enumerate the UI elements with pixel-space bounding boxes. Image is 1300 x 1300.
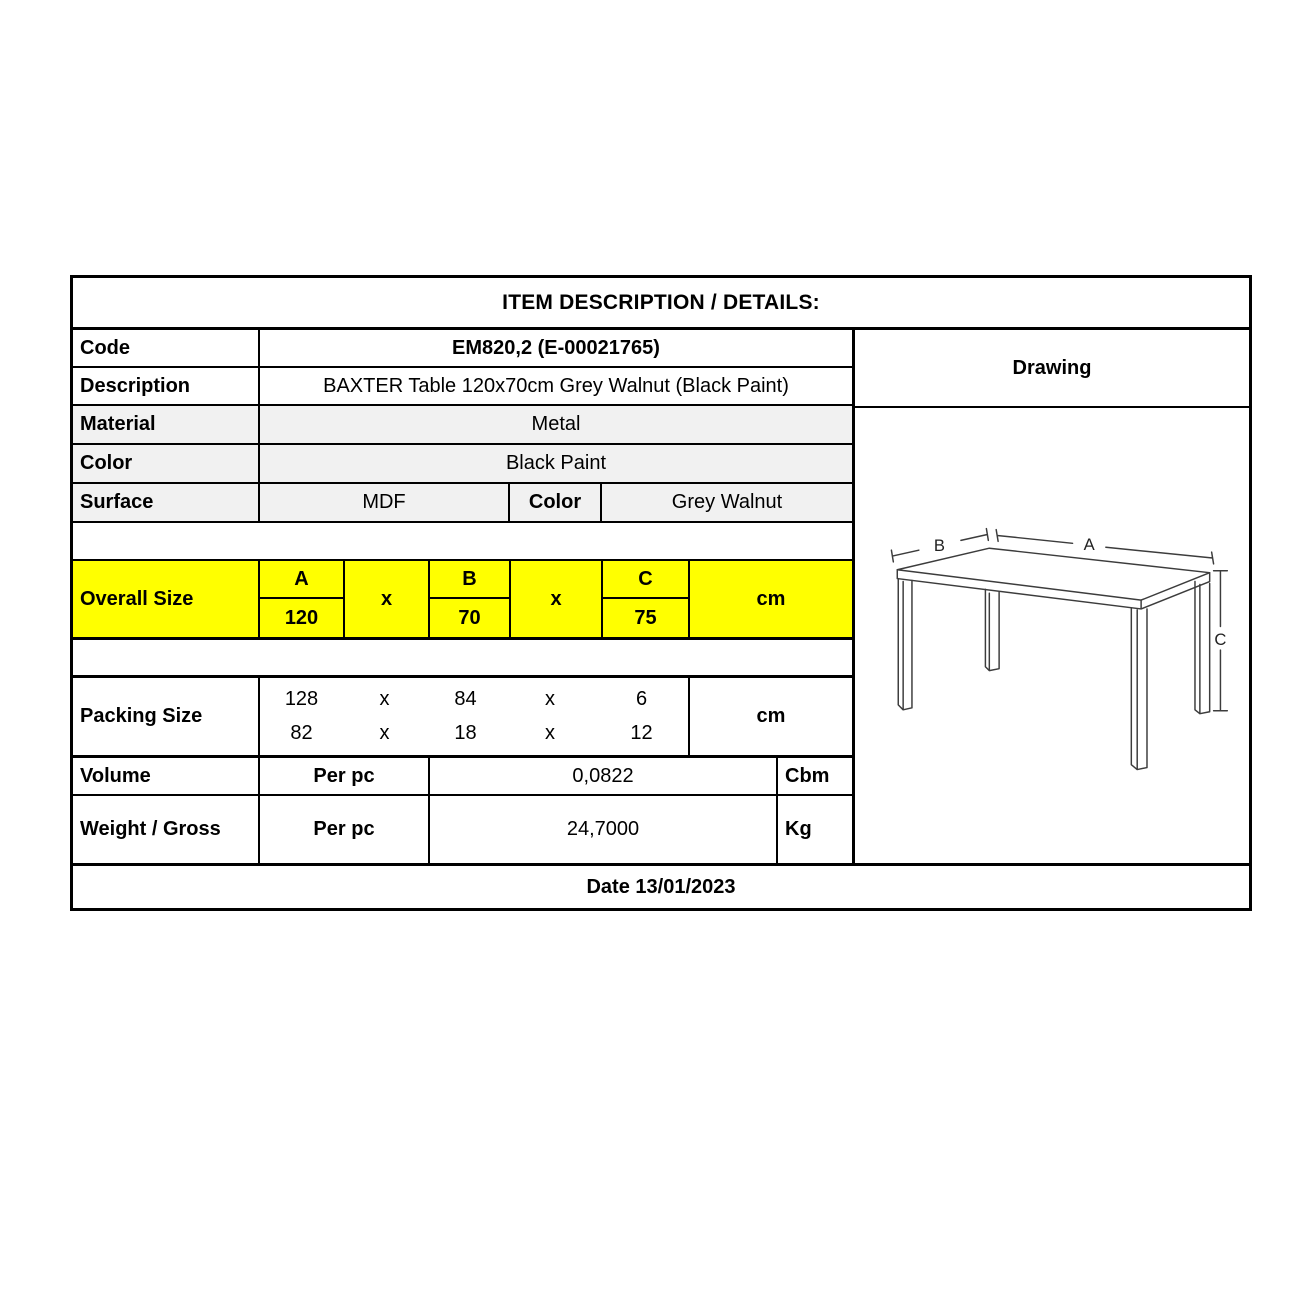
code-value: EM820,2 (E-00021765) (452, 336, 660, 359)
color-value: Black Paint (505, 452, 607, 474)
dim-label-c: C (1214, 630, 1227, 650)
item-details-table (70, 275, 1252, 911)
overall-dim-c (603, 561, 690, 637)
weight-per-pc: Per pc (260, 796, 430, 863)
dim-a-letter: A (260, 561, 343, 599)
weight-value: 24,7000 (430, 796, 778, 863)
overall-size-label: Overall Size (73, 561, 260, 637)
packing-1-x2: x (545, 688, 555, 711)
volume-per-pc: Per pc (260, 758, 430, 794)
row-description (73, 368, 852, 406)
drawing-header: Drawing (855, 330, 1249, 408)
packing-2-x2: x (545, 721, 555, 744)
row-packing-size (73, 678, 852, 758)
row-code (73, 330, 852, 368)
drawing-pane (852, 330, 1249, 863)
color-label: Color (73, 445, 260, 482)
material-label: Material (73, 406, 260, 443)
spec-columns (73, 330, 852, 863)
surface-color-value: Grey Walnut (671, 491, 783, 513)
table-title: ITEM DESCRIPTION / DETAILS: (73, 278, 1249, 330)
packing-size-label: Packing Size (73, 678, 260, 755)
material-value: Metal (531, 413, 581, 435)
row-volume (73, 758, 852, 796)
row-overall-size (73, 561, 852, 640)
dim-c-value: 75 (634, 606, 657, 629)
packing-1-x1: x (379, 688, 390, 711)
surface-label: Surface (73, 484, 260, 521)
row-weight (73, 796, 852, 863)
row-spacer-1 (73, 523, 852, 561)
packing-1-a: 128 (284, 688, 319, 711)
volume-value: 0,0822 (430, 758, 778, 794)
packing-line-1 (260, 688, 688, 711)
description-value: BAXTER Table 120x70cm Grey Walnut (Black Paint) (323, 374, 789, 397)
overall-sep-1: x (345, 561, 430, 637)
volume-unit: Cbm (785, 764, 830, 787)
row-color (73, 445, 852, 484)
row-spacer-2 (73, 640, 852, 678)
packing-2-c: 12 (630, 721, 653, 744)
code-label: Code (73, 330, 260, 366)
description-label: Description (73, 368, 260, 404)
date-row: Date 13/01/2023 (73, 863, 1249, 908)
surface-color-label: Color (510, 484, 602, 521)
dim-b-letter: B (430, 561, 509, 599)
dim-b-value: 70 (458, 606, 481, 629)
drawing-cell (855, 408, 1249, 863)
table-drawing-icon (855, 511, 1249, 795)
overall-unit: cm (756, 587, 786, 610)
row-surface (73, 484, 852, 523)
dim-a-value: 120 (284, 606, 319, 629)
table-body (73, 330, 1249, 863)
packing-unit: cm (756, 705, 786, 727)
packing-2-a: 82 (290, 721, 313, 744)
dim-c-letter: C (603, 561, 688, 599)
overall-dim-b (430, 561, 511, 637)
packing-1-c: 6 (635, 688, 648, 711)
packing-2-x1: x (379, 721, 390, 744)
volume-label: Volume (73, 758, 260, 794)
dim-label-a: A (1083, 535, 1095, 555)
weight-label: Weight / Gross (73, 796, 260, 863)
row-material (73, 406, 852, 445)
weight-unit: Kg (785, 818, 812, 840)
overall-sep-2: x (511, 561, 603, 637)
overall-dim-a (260, 561, 345, 637)
dim-label-b: B (933, 536, 945, 556)
packing-2-b: 18 (454, 721, 477, 744)
surface-value: MDF (260, 484, 510, 521)
packing-values (260, 678, 690, 755)
packing-1-b: 84 (454, 688, 477, 711)
packing-line-2 (260, 722, 688, 745)
